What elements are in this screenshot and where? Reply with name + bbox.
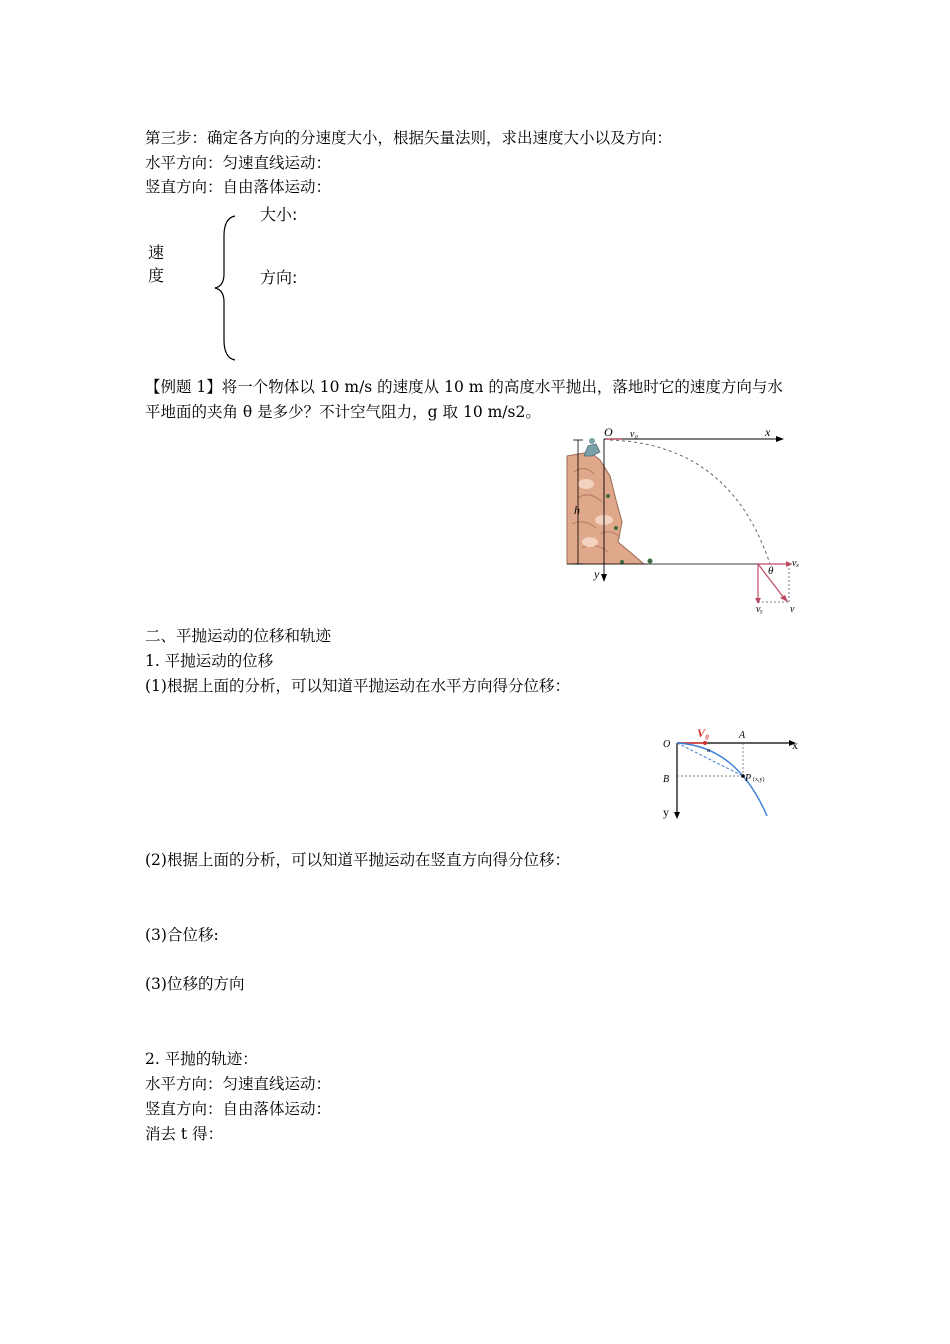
velocity-direction: 方向:: [260, 268, 298, 287]
point-a-label: A: [739, 730, 746, 741]
point-p-label: P: [745, 773, 752, 784]
curly-brace-icon: [210, 212, 240, 364]
section2-item4: (3)位移的方向: [145, 975, 245, 993]
origin-label: O: [604, 425, 613, 439]
vy-label: vᵧ: [756, 604, 763, 615]
section2-sub1: 1. 平抛运动的位移: [145, 652, 274, 670]
velocity-label-1: 速: [148, 243, 165, 262]
v-label: v: [790, 604, 795, 615]
section2-title: 二、平抛运动的位移和轨迹: [145, 627, 332, 645]
vx-label: vₓ: [792, 558, 800, 569]
section2-sub2: 2. 平抛的轨迹：: [145, 1050, 258, 1068]
traj-vertical: 竖直方向：自由落体运动：: [145, 1100, 332, 1118]
traj-horizontal: 水平方向：匀速直线运动：: [145, 1075, 332, 1093]
section2-item1: (1)根据上面的分析，可以知道平抛运动在水平方向得分位移：: [145, 677, 570, 695]
example1-line1: 【例题 1】将一个物体以 10 m/s 的速度从 10 m 的高度水平抛出，落地时它的速度方向与水: [145, 378, 783, 396]
height-label: h: [574, 503, 580, 517]
thrower: [584, 444, 600, 456]
x-axis-label: x: [765, 425, 771, 439]
point-b-label: B: [663, 774, 670, 785]
eliminate-t: 消去 t 得：: [145, 1125, 224, 1143]
y-axis-label-2: y: [663, 805, 669, 819]
step3-horizontal: 水平方向：匀速直线运动：: [145, 154, 332, 172]
section2-item2: (2)根据上面的分析，可以知道平抛运动在竖直方向得分位移：: [145, 851, 570, 869]
step3-vertical: 竖直方向：自由落体运动：: [145, 178, 332, 196]
theta-label: θ: [768, 565, 774, 577]
y-axis-label: y: [594, 567, 600, 581]
origin-o-label: O: [663, 739, 671, 750]
trajectory: [610, 440, 770, 564]
trajectory-coordinate-figure: [655, 720, 805, 822]
section2-item3: (3)合位移:: [145, 926, 219, 944]
v0-label-2: V₀: [697, 726, 710, 740]
cliff-projectile-figure: [560, 424, 810, 620]
example1-line2: 平地面的夹角 θ 是多少？不计空气阻力，g 取 10 m/s2。: [145, 403, 541, 421]
step3-heading: 第三步：确定各方向的分速度大小，根据矢量法则，求出速度大小以及方向：: [145, 129, 673, 147]
v0-label: v₀: [630, 429, 638, 440]
velocity-magnitude: 大小:: [260, 205, 298, 224]
alpha-label: α: [707, 748, 711, 754]
point-p-coords: (x,y): [753, 777, 765, 783]
velocity-label-2: 度: [148, 266, 165, 285]
x-axis-label-2: x: [792, 738, 798, 752]
